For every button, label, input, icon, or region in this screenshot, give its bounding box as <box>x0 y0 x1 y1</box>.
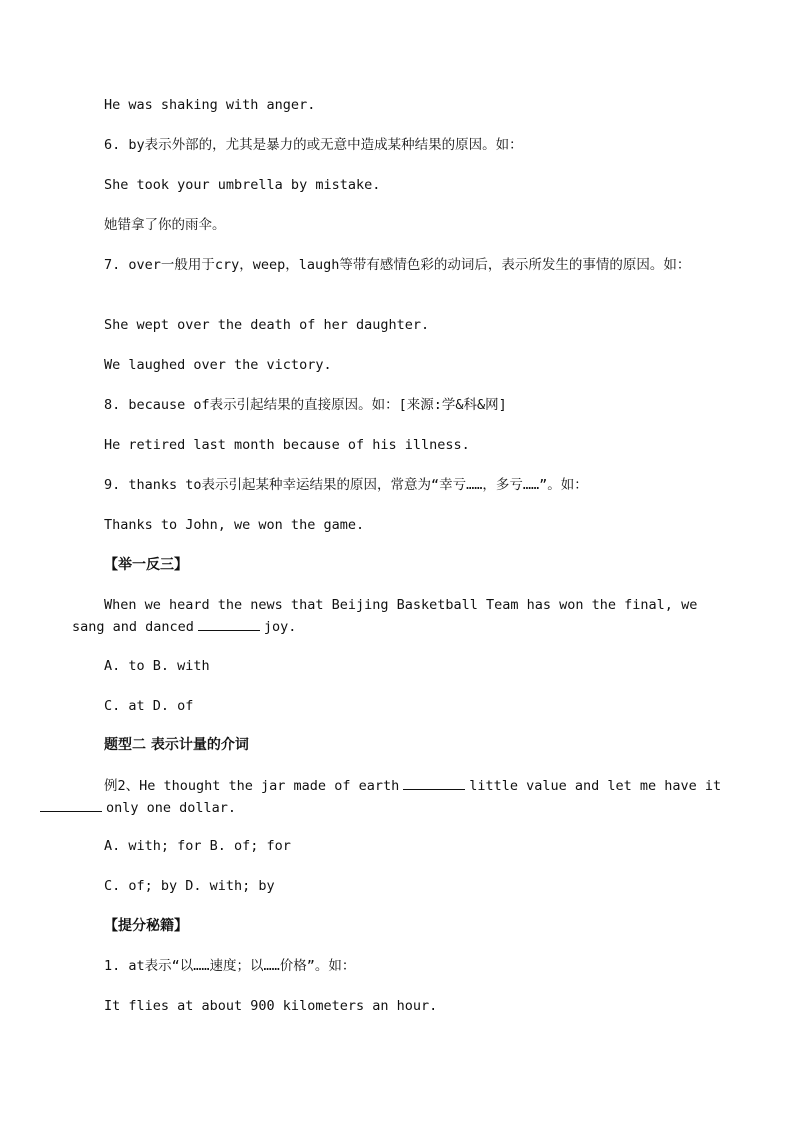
text-line: She wept over the death of her daughter. <box>104 317 430 333</box>
section-heading: 【提分秘籍】 <box>104 918 188 934</box>
option-line: C. at D. of <box>104 698 194 714</box>
text-line: 6. by表示外部的，尤其是暴力的或无意中造成某种结果的原因。如： <box>104 137 523 153</box>
text-line: 7. over一般用于cry，weep，laugh等带有感情色彩的动词后，表示所发生的事情的原因。如： <box>104 257 691 273</box>
question-part: only one dollar. <box>106 800 237 816</box>
text-line: We laughed over the victory. <box>104 357 332 373</box>
text-line: 她错拿了你的雨伞。 <box>104 217 226 233</box>
text-line: It flies at about 900 kilometers an hour. <box>104 998 438 1014</box>
section-heading: 题型二 表示计量的介词 <box>104 737 249 753</box>
text-line: He was shaking with anger. <box>104 97 316 113</box>
option-line: A. to B. with <box>104 658 210 674</box>
text-line: 1. at表示“以……速度；以……价格”。如： <box>104 958 356 974</box>
answer-blank <box>198 616 260 631</box>
text-line: She took your umbrella by mistake. <box>104 177 381 193</box>
text-line: He retired last month because of his illness. <box>104 437 470 453</box>
answer-blank <box>403 775 465 790</box>
text-line: 9. thanks to表示引起某种幸运结果的原因，常意为“幸亏……，多亏……”。如： <box>104 477 588 493</box>
section-heading: 【举一反三】 <box>104 557 188 573</box>
option-line: A. with; for B. of; for <box>104 838 291 854</box>
text-line: 8. because of表示引起结果的直接原因。如：[来源:学&科&网] <box>104 397 507 413</box>
question-part: When we heard the news that Beijing Basketball Team has won the final, we sang and danced <box>72 597 706 635</box>
answer-blank <box>40 797 102 812</box>
question-part: joy. <box>263 619 297 635</box>
option-line: C. of; by D. with; by <box>104 878 275 894</box>
question-part: 例2、He thought the jar made of earth <box>104 778 400 794</box>
question-text <box>72 775 722 819</box>
text-line: Thanks to John, we won the game. <box>104 517 365 533</box>
question-text <box>72 595 722 638</box>
question-part: little value and let me have it <box>469 778 722 794</box>
